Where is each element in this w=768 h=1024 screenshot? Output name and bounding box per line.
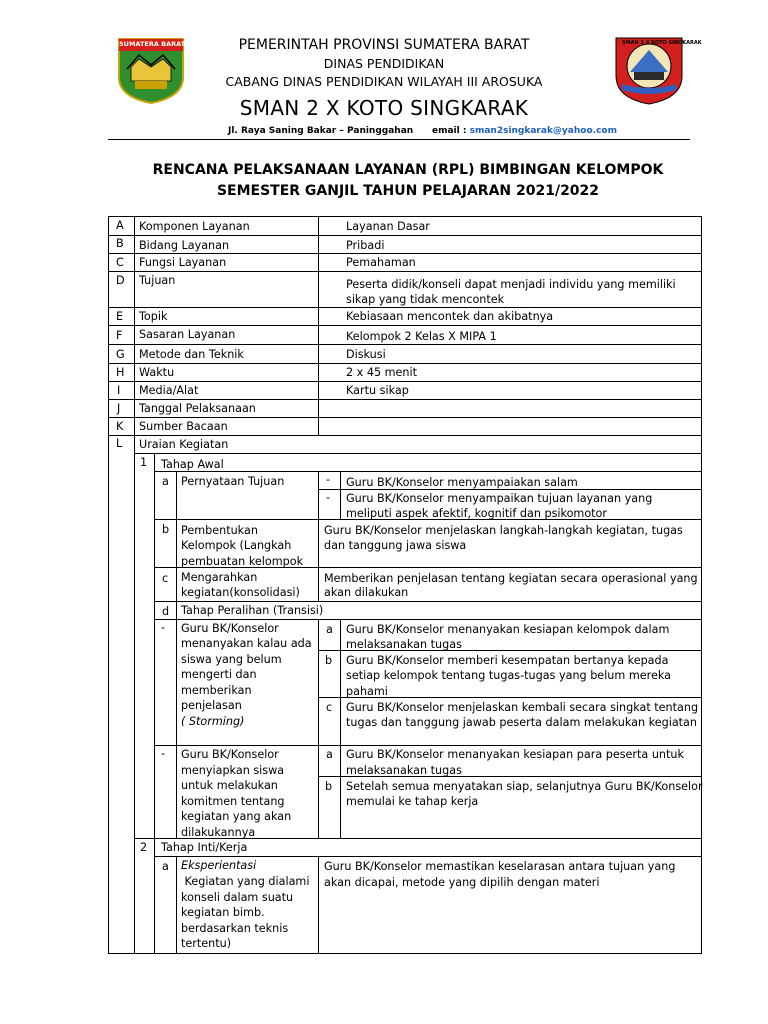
prep-text-line: dilakukannya xyxy=(181,826,256,839)
item-text-line-1: Memberikan penjelasan tentang kegiatan secara operasional yang xyxy=(324,572,698,585)
row-value: Kelompok 2 Kelas X MIPA 1 xyxy=(346,330,497,343)
storming-text-line: mengerti dan xyxy=(181,668,257,681)
row-label: Sasaran Layanan xyxy=(139,328,236,341)
storming-text-line: menanyakan kalau ada xyxy=(181,637,312,650)
row-value-line-1: Peserta didik/konseli dapat menjadi individu yang memiliki xyxy=(346,278,676,291)
storming-text-line: penjelasan xyxy=(181,699,242,712)
dash-bullet: - xyxy=(161,621,166,634)
item-label-line: konseli dalam suatu xyxy=(181,891,294,904)
row-label: Tanggal Pelaksanaan xyxy=(139,402,256,415)
prep-text-line: untuk melakukan xyxy=(181,779,278,792)
row-label: Sumber Bacaan xyxy=(139,420,228,433)
item-label-line: tertentu) xyxy=(181,937,232,950)
item-label-line: kegiatan(konsolidasi) xyxy=(181,586,300,599)
row-label: Waktu xyxy=(139,366,175,379)
row-code: A xyxy=(116,219,124,232)
row-value-line-2: sikap yang tidak mencontek xyxy=(346,293,505,306)
item-text-line-2: meliputi aspek afektif, kognitif dan psikomotor xyxy=(346,507,607,520)
item-label-line: berdasarkan teknis xyxy=(181,922,289,935)
item-key: b xyxy=(325,780,333,793)
row-value: Pemahaman xyxy=(346,256,416,269)
item-key: a xyxy=(326,623,333,636)
row-code: L xyxy=(116,437,123,450)
item-text-line-3: pahami xyxy=(346,685,388,698)
school-name: SMAN 2 X KOTO SINGKARAK xyxy=(239,96,529,120)
header-rule xyxy=(108,139,690,140)
row-label: Fungsi Layanan xyxy=(139,256,227,269)
item-key: a xyxy=(162,860,169,873)
item-text-line-1: Setelah semua menyatakan siap, selanjutnya Guru BK/Konselor xyxy=(346,780,703,793)
dash-bullet: - xyxy=(326,473,331,486)
stage-number: 2 xyxy=(140,841,148,854)
item-label-line: pembuatan kelompok xyxy=(181,555,304,568)
item-text: Guru BK/Konselor menyampaiakan salam xyxy=(346,476,578,489)
row-code: K xyxy=(116,420,124,433)
item-label-line: kegiatan bimb. xyxy=(181,906,265,919)
item-key: c xyxy=(162,572,169,585)
item-label-line: Eksperientasi xyxy=(181,859,257,872)
email-label: email : xyxy=(432,126,467,136)
row-label: Uraian Kegiatan xyxy=(139,438,229,451)
item-text-line-2: memulai ke tahap kerja xyxy=(346,795,479,808)
storming-text-line: siswa yang belum xyxy=(181,653,282,666)
dash-bullet: - xyxy=(161,747,166,760)
row-code: F xyxy=(116,329,123,342)
dash-bullet: - xyxy=(326,491,331,504)
item-text-line-2: tugas dan tanggung jawab peserta dalam melakukan kegiatan xyxy=(346,716,698,729)
item-text-line-1: Guru BK/Konselor memberi kesempatan bertanya kepada xyxy=(346,654,669,667)
stage-label: Tahap Inti/Kerja xyxy=(161,841,248,854)
item-text-line-2: melaksanakan tugas xyxy=(346,764,462,777)
item-key: a xyxy=(326,748,333,761)
row-code: B xyxy=(116,237,124,250)
item-key: b xyxy=(325,654,333,667)
school-email xyxy=(432,126,617,136)
prep-text-line: komitmen tentang xyxy=(181,795,285,808)
row-label: Tujuan xyxy=(139,274,176,287)
item-label-line: Mengarahkan xyxy=(181,571,258,584)
item-text-line-1: Guru BK/Konselor menanyakan kesiapan kelompok dalam xyxy=(346,623,670,636)
document-title-line-2: SEMESTER GANJIL TAHUN PELAJARAN 2021/2022 xyxy=(216,183,600,199)
row-value: Kebiasaan mencontek dan akibatnya xyxy=(346,310,554,323)
row-label: Bidang Layanan xyxy=(139,239,230,252)
row-label: Topik xyxy=(139,310,168,323)
item-label: Pernyataan Tujuan xyxy=(181,475,285,488)
prep-text-line: kegiatan yang akan xyxy=(181,810,292,823)
item-key: c xyxy=(326,701,333,714)
row-value: Layanan Dasar xyxy=(346,220,430,233)
row-value: Diskusi xyxy=(346,348,386,361)
item-text-line-1: Guru BK/Konselor memastikan keselarasan antara tujuan yang xyxy=(324,860,676,873)
item-text-line-2: dan tanggung jawa siswa xyxy=(324,539,467,552)
right-logo-label: SMAN 2 X KOTO SINGKARAK xyxy=(622,40,702,46)
row-value: 2 x 45 menit xyxy=(346,366,418,379)
document-title-line-1: RENCANA PELAKSANAAN LAYANAN (RPL) BIMBINGAN KELOMPOK xyxy=(152,162,664,178)
prep-text-line: menyiapkan siswa xyxy=(181,764,285,777)
item-text-line-2: akan dicapai, metode yang dipilih dengan materi xyxy=(324,876,600,889)
row-label: Media/Alat xyxy=(139,384,199,397)
item-label-line: Kelompok (Langkah xyxy=(181,539,292,552)
storming-text-line: Guru BK/Konselor xyxy=(181,622,279,635)
row-code: H xyxy=(116,366,125,379)
row-label: Komponen Layanan xyxy=(139,220,250,233)
row-value: Pribadi xyxy=(346,239,385,252)
item-text-line-2: akan dilakukan xyxy=(324,586,409,599)
item-key: a xyxy=(162,475,169,488)
row-code: C xyxy=(116,256,124,269)
stage-label: Tahap Awal xyxy=(161,458,224,471)
email-link[interactable]: sman2singkarak@yahoo.com xyxy=(469,126,617,136)
storming-text-line: memberikan xyxy=(181,684,252,697)
row-code: G xyxy=(116,348,125,361)
item-key: d xyxy=(162,605,170,618)
header-line-1: PEMERINTAH PROVINSI SUMATERA BARAT xyxy=(238,37,530,53)
item-text-line-1: Guru BK/Konselor menjelaskan kembali secara singkat tentang xyxy=(346,701,699,714)
row-code: D xyxy=(116,274,125,287)
prep-text-line: Guru BK/Konselor xyxy=(181,748,279,761)
stage-number: 1 xyxy=(140,456,148,469)
row-code: E xyxy=(116,310,124,323)
item-text-line-1: Guru BK/Konselor menjelaskan langkah-langkah kegiatan, tugas xyxy=(324,524,683,537)
item-text-line-1: Guru BK/Konselor menanyakan kesiapan para peserta untuk xyxy=(346,748,684,761)
row-label: Metode dan Teknik xyxy=(139,348,244,361)
row-code: J xyxy=(117,402,121,415)
item-text-line-2: melaksanakan tugas xyxy=(346,638,462,651)
item-label-line: Pembentukan xyxy=(181,524,258,537)
header-line-2: DINAS PENDIDIKAN xyxy=(323,56,445,71)
item-text-line-1: Guru BK/Konselor menyampaikan tujuan layanan yang xyxy=(346,492,653,505)
item-label-line: Kegiatan yang dialami xyxy=(181,875,310,888)
item-key: b xyxy=(162,523,170,536)
item-text-line-2: setiap kelompok tentang tugas-tugas yang belum mereka xyxy=(346,669,671,682)
storming-label: ( Storming) xyxy=(181,715,245,728)
row-code: I xyxy=(117,384,121,397)
left-logo-label: SUMATERA BARAT xyxy=(119,40,186,48)
header-line-3: CABANG DINAS PENDIDIKAN WILAYAH III AROSUKA xyxy=(225,74,543,89)
row-value: Kartu sikap xyxy=(346,384,409,397)
item-label: Tahap Peralihan (Transisi) xyxy=(181,604,324,617)
school-address: Jl. Raya Saning Bakar – Paninggahan xyxy=(228,126,414,136)
